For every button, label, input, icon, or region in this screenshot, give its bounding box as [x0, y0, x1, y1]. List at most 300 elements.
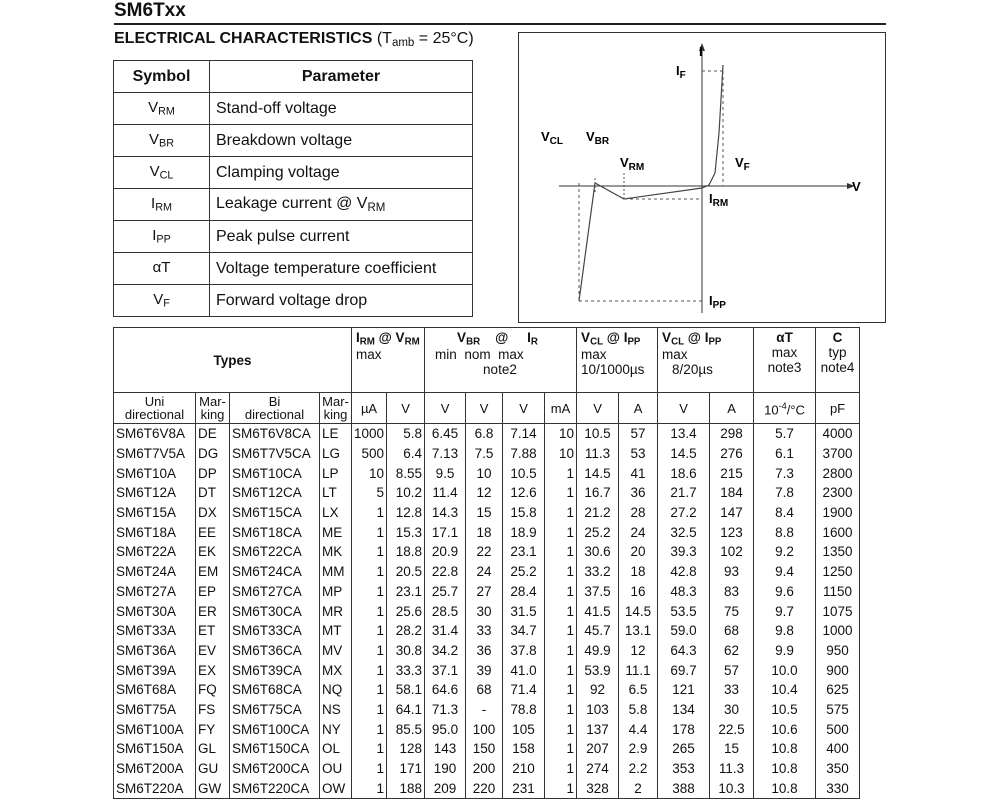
vrm-cell: 15.3: [387, 522, 425, 542]
irm-cell: 1: [352, 739, 387, 759]
marking-uni-cell: DP: [196, 463, 230, 483]
vcl1-cell: 328: [577, 778, 619, 798]
vcl1-cell: 37.5: [577, 582, 619, 602]
marking-uni-cell: DE: [196, 424, 230, 444]
type-uni-cell: SM6T36A: [114, 641, 196, 661]
alpha-t-cell: 10.4: [754, 680, 816, 700]
alpha-t-cell: 6.1: [754, 444, 816, 464]
vcl1-cell: 103: [577, 700, 619, 720]
alpha-t-cell: 10.0: [754, 660, 816, 680]
capacitance-cell: 625: [816, 680, 860, 700]
ipp1-cell: 24: [619, 522, 658, 542]
table-row: [114, 522, 860, 542]
unit-ma: mA: [545, 393, 577, 424]
vbr-nom-cell: 33: [466, 621, 503, 641]
table-row: [114, 660, 860, 680]
marking-bi-cell: MK: [320, 542, 352, 562]
type-uni-cell: SM6T200A: [114, 759, 196, 779]
ir-cell: 1: [545, 542, 577, 562]
type-bi-cell: SM6T12CA: [230, 483, 320, 503]
marking-uni-cell: ET: [196, 621, 230, 641]
vbr-min-cell: 20.9: [425, 542, 466, 562]
vbr-nom-cell: 15: [466, 503, 503, 523]
unit-v-min: V: [425, 393, 466, 424]
vbr-max-cell: 7.88: [503, 444, 545, 464]
ipp1-cell: 16: [619, 582, 658, 602]
type-uni-cell: SM6T220A: [114, 778, 196, 798]
vcl1-cell: 137: [577, 719, 619, 739]
vbr-max-cell: 28.4: [503, 582, 545, 602]
marking-bi-cell: MV: [320, 641, 352, 661]
title-rule: [114, 23, 886, 25]
symbol-table-header: [114, 61, 473, 93]
vbr-max-cell: 15.8: [503, 503, 545, 523]
vcl2-cell: 53.5: [658, 601, 710, 621]
table-row: [114, 778, 860, 798]
type-bi-cell: SM6T150CA: [230, 739, 320, 759]
capacitance-cell: 330: [816, 778, 860, 798]
parameter-cell: Breakdown voltage: [210, 125, 473, 157]
ipp1-cell: 36: [619, 483, 658, 503]
marking-bi-cell: LP: [320, 463, 352, 483]
ipp1-cell: 13.1: [619, 621, 658, 641]
vbr-max-cell: 12.6: [503, 483, 545, 503]
capacitance-cell: 1000: [816, 621, 860, 641]
marking-uni-cell: EK: [196, 542, 230, 562]
vbr-nom-cell: 18: [466, 522, 503, 542]
vcl1-cell: 45.7: [577, 621, 619, 641]
ipp2-cell: 68: [710, 621, 754, 641]
unit-v-nom: V: [466, 393, 503, 424]
marking-uni-cell: ER: [196, 601, 230, 621]
label-v: V: [852, 179, 861, 194]
vbr-max-cell: 7.14: [503, 424, 545, 444]
type-uni-cell: SM6T18A: [114, 522, 196, 542]
type-bi-cell: SM6T75CA: [230, 700, 320, 720]
irm-cell: 1: [352, 778, 387, 798]
vcl2-cell: 32.5: [658, 522, 710, 542]
marking-uni-cell: EP: [196, 582, 230, 602]
ipp2-cell: 30: [710, 700, 754, 720]
ipp1-cell: 28: [619, 503, 658, 523]
vbr-max-cell: 71.4: [503, 680, 545, 700]
vbr-header: $V_{BR}$ @ $I_R$ min nom max note2: [425, 328, 577, 393]
type-bi-cell: SM6T15CA: [230, 503, 320, 523]
capacitance-cell: 900: [816, 660, 860, 680]
ipp1-cell: 11.1: [619, 660, 658, 680]
marking-bi-cell: LT: [320, 483, 352, 503]
unit-ua: µA: [352, 393, 387, 424]
ipp1-cell: 53: [619, 444, 658, 464]
symbol-cell: $V_{RM}$: [114, 93, 210, 125]
label-vcl: $V_{CL}$: [541, 129, 564, 147]
ir-cell: 1: [545, 759, 577, 779]
symbol-cell: αT: [114, 253, 210, 285]
type-bi-cell: SM6T6V8CA: [230, 424, 320, 444]
symbol-row: [114, 157, 473, 189]
vrm-cell: 30.8: [387, 641, 425, 661]
vbr-min-cell: 37.1: [425, 660, 466, 680]
alpha-t-cell: 9.8: [754, 621, 816, 641]
alpha-t-cell: 9.6: [754, 582, 816, 602]
type-uni-cell: SM6T10A: [114, 463, 196, 483]
cond-post: = 25°C): [414, 30, 474, 47]
section-heading: [114, 30, 474, 49]
ipp1-cell: 2: [619, 778, 658, 798]
ir-cell: 1: [545, 719, 577, 739]
capacitance-cell: 2800: [816, 463, 860, 483]
type-bi-cell: SM6T68CA: [230, 680, 320, 700]
label-vrm: $V_{RM}$: [620, 155, 645, 173]
vbr-min-cell: 9.5: [425, 463, 466, 483]
type-uni-cell: SM6T15A: [114, 503, 196, 523]
type-uni-cell: SM6T150A: [114, 739, 196, 759]
vcl1-cell: 30.6: [577, 542, 619, 562]
capacitance-cell: 400: [816, 739, 860, 759]
capacitance-cell: 575: [816, 700, 860, 720]
ipp1-cell: 4.4: [619, 719, 658, 739]
alpha-t-cell: 9.9: [754, 641, 816, 661]
vbr-nom-cell: 22: [466, 542, 503, 562]
marking-bi-cell: MP: [320, 582, 352, 602]
vrm-cell: 25.6: [387, 601, 425, 621]
ir-cell: 1: [545, 778, 577, 798]
table-row: [114, 424, 860, 444]
irm-cell: 1: [352, 562, 387, 582]
ir-cell: 1: [545, 463, 577, 483]
ipp2-cell: 93: [710, 562, 754, 582]
alpha-t-cell: 9.4: [754, 562, 816, 582]
marking-uni-cell: FS: [196, 700, 230, 720]
table-row: [114, 483, 860, 503]
unit-v-rm: V: [387, 393, 425, 424]
irm-cell: 10: [352, 463, 387, 483]
parameter-cell: Stand-off voltage: [210, 93, 473, 125]
vrm-cell: 6.4: [387, 444, 425, 464]
capacitance-cell: 4000: [816, 424, 860, 444]
vcl1-cell: 33.2: [577, 562, 619, 582]
ipp2-cell: 276: [710, 444, 754, 464]
capacitance-cell: 950: [816, 641, 860, 661]
vbr-nom-cell: 36: [466, 641, 503, 661]
table-row: [114, 719, 860, 739]
unit-marking-bi: Mar- king: [320, 393, 352, 424]
capacitance-cell: 1075: [816, 601, 860, 621]
vbr-min-cell: 7.13: [425, 444, 466, 464]
alpha-t-cell: 10.8: [754, 778, 816, 798]
unit-marking-uni: Mar- king: [196, 393, 230, 424]
unit-tempco: $10^{-4}/^\circ C$: [754, 393, 816, 424]
vbr-nom-cell: 10: [466, 463, 503, 483]
vcl2-cell: 27.2: [658, 503, 710, 523]
capacitance-cell: 1600: [816, 522, 860, 542]
marking-bi-cell: OU: [320, 759, 352, 779]
irm-cell: 1: [352, 641, 387, 661]
vcl2-cell: 388: [658, 778, 710, 798]
vbr-max-cell: 105: [503, 719, 545, 739]
type-bi-cell: SM6T18CA: [230, 522, 320, 542]
type-bi-cell: SM6T36CA: [230, 641, 320, 661]
table-row: [114, 444, 860, 464]
alpha-t-cell: 9.2: [754, 542, 816, 562]
vcl2-cell: 18.6: [658, 463, 710, 483]
type-uni-cell: SM6T6V8A: [114, 424, 196, 444]
alpha-t-cell: 10.5: [754, 700, 816, 720]
unit-v-cl1: V: [577, 393, 619, 424]
symbol-header: Symbol: [114, 61, 210, 93]
type-uni-cell: SM6T33A: [114, 621, 196, 641]
cond-pre: (T: [376, 30, 392, 47]
symbol-row: [114, 189, 473, 221]
vbr-min-cell: 25.7: [425, 582, 466, 602]
vrm-cell: 10.2: [387, 483, 425, 503]
vbr-nom-cell: 150: [466, 739, 503, 759]
ir-cell: 1: [545, 601, 577, 621]
ir-cell: 1: [545, 739, 577, 759]
ipp1-cell: 20: [619, 542, 658, 562]
type-bi-cell: SM6T30CA: [230, 601, 320, 621]
ipp2-cell: 10.3: [710, 778, 754, 798]
ipp1-cell: 41: [619, 463, 658, 483]
type-uni-cell: SM6T12A: [114, 483, 196, 503]
parameter-header: Parameter: [210, 61, 473, 93]
capacitance-cell: 2300: [816, 483, 860, 503]
table-row: [114, 680, 860, 700]
ipp2-cell: 22.5: [710, 719, 754, 739]
marking-bi-cell: LX: [320, 503, 352, 523]
vcl2-cell: 134: [658, 700, 710, 720]
marking-bi-cell: LE: [320, 424, 352, 444]
parameter-cell: Voltage temperature coefficient: [210, 253, 473, 285]
ipp1-cell: 18: [619, 562, 658, 582]
vbr-max-cell: 23.1: [503, 542, 545, 562]
type-uni-cell: SM6T75A: [114, 700, 196, 720]
symbol-row: [114, 93, 473, 125]
label-if: $I_F$: [676, 63, 686, 81]
ipp1-cell: 6.5: [619, 680, 658, 700]
irm-cell: 1000: [352, 424, 387, 444]
table-body: [114, 424, 860, 799]
table-units-row: [114, 393, 860, 424]
irm-cell: 1: [352, 759, 387, 779]
vbr-max-cell: 78.8: [503, 700, 545, 720]
vrm-cell: 33.3: [387, 660, 425, 680]
page-title: SM6Txx: [114, 0, 186, 21]
unit-uni: Uni directional: [114, 393, 196, 424]
vcl2-cell: 265: [658, 739, 710, 759]
capacitance-cell: 500: [816, 719, 860, 739]
vcl2-cell: 69.7: [658, 660, 710, 680]
symbol-table: [113, 60, 473, 317]
vbr-max-cell: 25.2: [503, 562, 545, 582]
alpha-t-header: αT max note3: [754, 328, 816, 393]
ipp2-cell: 75: [710, 601, 754, 621]
marking-uni-cell: EM: [196, 562, 230, 582]
parameter-cell: Peak pulse current: [210, 221, 473, 253]
marking-uni-cell: GU: [196, 759, 230, 779]
label-vf: $V_F$: [735, 155, 750, 173]
vbr-nom-cell: 68: [466, 680, 503, 700]
vbr-max-cell: 158: [503, 739, 545, 759]
vbr-min-cell: 34.2: [425, 641, 466, 661]
ipp2-cell: 215: [710, 463, 754, 483]
vcl-8-20-header: $V_{CL}$ @ $I_{PP}$ max 8/20µs: [658, 328, 754, 393]
vcl2-cell: 64.3: [658, 641, 710, 661]
ipp2-cell: 184: [710, 483, 754, 503]
capacitance-cell: 350: [816, 759, 860, 779]
table-row: [114, 503, 860, 523]
vcl1-cell: 92: [577, 680, 619, 700]
alpha-t-cell: 10.8: [754, 759, 816, 779]
vcl2-cell: 42.8: [658, 562, 710, 582]
type-uni-cell: SM6T68A: [114, 680, 196, 700]
unit-v-cl2: V: [658, 393, 710, 424]
vcl2-cell: 48.3: [658, 582, 710, 602]
ir-cell: 1: [545, 503, 577, 523]
type-bi-cell: SM6T100CA: [230, 719, 320, 739]
marking-uni-cell: FQ: [196, 680, 230, 700]
vbr-max-cell: 37.8: [503, 641, 545, 661]
table-row: [114, 700, 860, 720]
type-uni-cell: SM6T24A: [114, 562, 196, 582]
irm-cell: 5: [352, 483, 387, 503]
irm-cell: 1: [352, 522, 387, 542]
type-uni-cell: SM6T27A: [114, 582, 196, 602]
vcl-10-1000-header: $V_{CL}$ @ $I_{PP}$ max 10/1000µs: [577, 328, 658, 393]
type-bi-cell: SM6T33CA: [230, 621, 320, 641]
type-uni-cell: SM6T30A: [114, 601, 196, 621]
vbr-max-cell: 41.0: [503, 660, 545, 680]
vbr-nom-cell: 200: [466, 759, 503, 779]
vcl1-cell: 21.2: [577, 503, 619, 523]
vcl1-cell: 10.5: [577, 424, 619, 444]
vbr-nom-cell: 6.8: [466, 424, 503, 444]
ipp2-cell: 83: [710, 582, 754, 602]
marking-uni-cell: DG: [196, 444, 230, 464]
vbr-nom-cell: 220: [466, 778, 503, 798]
alpha-t-cell: 10.8: [754, 739, 816, 759]
label-irm: $I_{RM}$: [709, 191, 729, 209]
vcl1-cell: 274: [577, 759, 619, 779]
symbol-row: [114, 253, 473, 285]
vbr-max-cell: 10.5: [503, 463, 545, 483]
marking-bi-cell: NS: [320, 700, 352, 720]
capacitance-cell: 1350: [816, 542, 860, 562]
vcl2-cell: 14.5: [658, 444, 710, 464]
symbol-row: [114, 285, 473, 317]
table-row: [114, 582, 860, 602]
marking-bi-cell: OL: [320, 739, 352, 759]
type-bi-cell: SM6T200CA: [230, 759, 320, 779]
marking-bi-cell: MT: [320, 621, 352, 641]
vcl1-cell: 41.5: [577, 601, 619, 621]
label-ipp: $I_{PP}$: [709, 293, 726, 311]
label-i: I: [699, 44, 703, 59]
ir-cell: 1: [545, 700, 577, 720]
vbr-nom-cell: 30: [466, 601, 503, 621]
type-uni-cell: SM6T7V5A: [114, 444, 196, 464]
ir-cell: 10: [545, 444, 577, 464]
type-uni-cell: SM6T100A: [114, 719, 196, 739]
marking-bi-cell: LG: [320, 444, 352, 464]
vbr-min-cell: 6.45: [425, 424, 466, 444]
symbol-cell: $V_F$: [114, 285, 210, 317]
unit-a-pp2: A: [710, 393, 754, 424]
vrm-cell: 188: [387, 778, 425, 798]
vbr-note: note2: [483, 362, 517, 378]
ir-cell: 1: [545, 582, 577, 602]
marking-bi-cell: MM: [320, 562, 352, 582]
marking-uni-cell: EX: [196, 660, 230, 680]
parameter-cell: Clamping voltage: [210, 157, 473, 189]
irm-cell: 1: [352, 582, 387, 602]
alpha-t-cell: 5.7: [754, 424, 816, 444]
table-row: [114, 739, 860, 759]
ipp2-cell: 15: [710, 739, 754, 759]
type-bi-cell: SM6T10CA: [230, 463, 320, 483]
vrm-cell: 12.8: [387, 503, 425, 523]
vrm-cell: 128: [387, 739, 425, 759]
vbr-nom-cell: 100: [466, 719, 503, 739]
vrm-cell: 5.8: [387, 424, 425, 444]
vbr-min-cell: 64.6: [425, 680, 466, 700]
marking-uni-cell: GW: [196, 778, 230, 798]
alpha-t-cell: 8.8: [754, 522, 816, 542]
table-row: [114, 621, 860, 641]
vrm-cell: 23.1: [387, 582, 425, 602]
vcl1-cell: 49.9: [577, 641, 619, 661]
ipp1-cell: 14.5: [619, 601, 658, 621]
vbr-min-cell: 209: [425, 778, 466, 798]
vcl2-cell: 59.0: [658, 621, 710, 641]
ir-cell: 1: [545, 562, 577, 582]
vrm-cell: 20.5: [387, 562, 425, 582]
vcl2-cell: 178: [658, 719, 710, 739]
ipp1-cell: 2.2: [619, 759, 658, 779]
symbol-cell: $V_{BR}$: [114, 125, 210, 157]
ir-cell: 1: [545, 483, 577, 503]
types-header: Types: [114, 328, 352, 393]
type-uni-cell: SM6T39A: [114, 660, 196, 680]
vrm-cell: 28.2: [387, 621, 425, 641]
marking-uni-cell: DT: [196, 483, 230, 503]
irm-max: max: [356, 347, 382, 363]
vcl2-cell: 121: [658, 680, 710, 700]
marking-bi-cell: NQ: [320, 680, 352, 700]
ipp2-cell: 11.3: [710, 759, 754, 779]
vrm-cell: 58.1: [387, 680, 425, 700]
vcl1-cell: 11.3: [577, 444, 619, 464]
ipp2-cell: 298: [710, 424, 754, 444]
alpha-t-cell: 7.3: [754, 463, 816, 483]
irm-cell: 1: [352, 660, 387, 680]
cond-sub: amb: [391, 36, 415, 49]
vbr-max-cell: 34.7: [503, 621, 545, 641]
symbol-row: [114, 221, 473, 253]
marking-bi-cell: MR: [320, 601, 352, 621]
vbr-min-cell: 11.4: [425, 483, 466, 503]
vbr-min-cell: 17.1: [425, 522, 466, 542]
table-row: [114, 463, 860, 483]
table-row: [114, 641, 860, 661]
alpha-t-cell: 8.4: [754, 503, 816, 523]
vbr-nom-cell: 7.5: [466, 444, 503, 464]
irm-cell: 500: [352, 444, 387, 464]
vbr-nom-cell: 12: [466, 483, 503, 503]
vbr-min-cell: 71.3: [425, 700, 466, 720]
vrm-cell: 8.55: [387, 463, 425, 483]
unit-v-max: V: [503, 393, 545, 424]
